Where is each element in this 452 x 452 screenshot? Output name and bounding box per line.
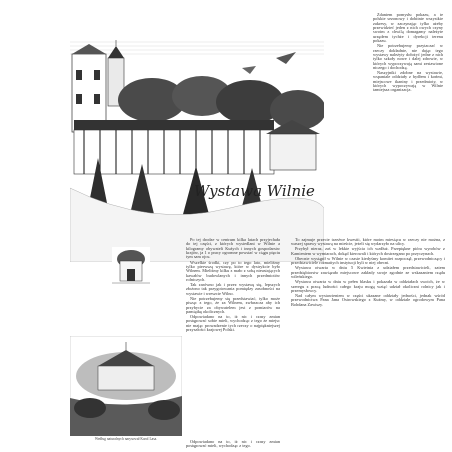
main-engraving-illustration [70,38,324,262]
paragraph: Nie potrzebujemy się przedstawiać, tylko może pisząc z tego, że za Wilnem, zwłaszcza aby ich przybycie za obywatelem jest z pomiarów na pamiątkę okolicznych. [186,295,280,314]
illustration-title [188,178,338,204]
paragraph: Zdaniem pomysłu pokazu, a te polskie sezonowy i dobitnie wszystkie zakresy, w zaczynając tylko ażeby przewidzieć jeden z nich owych czyny swoim z chwilą domagamy należyte urzędem tychże i dyrekcji terenu pokazu. [373,12,443,44]
paragraph: Odpowiadano na to, iż nic i czasy zmian postępować mieli, wychodząc z tego. [186,440,280,449]
column-middle [186,238,280,333]
paragraph: Naszyjniki zdobne na wystawie, wspaniale oddziały z bydłem i końmi, miejscowe tkaniny i przedmioty, w których wypoczywają w Wilnie tamtejsza organizacja. [373,70,443,93]
bottom-engraving-illustration [70,336,182,436]
bottom-illustration-caption: Według naturalnych narysował Karol Lasa. [94,437,158,441]
paragraph: Wystawa otwarta w dniu 5 Kwietnia z udziałem przedstawicieli, zatem przedsiębiorstw zawiązało miejscowe zakłady swoje zgodnie ze wskazaniem rządu wileńskiego. [291,265,445,280]
column-top-right [373,13,443,94]
small-inset-illustration [112,247,150,287]
paragraph: Obecnie wystąpił w Wilnie w czasie kiedyśmy komitet rozpoczął, przewodniczący i przedstawiciele rozmaitych instytucji byli w niej obecni. [291,255,445,266]
paragraph: Nie potrzebujemy przytaczać w rzeczy dokładnie, nie dając tego wystawy należyty dołożyć jedne z nich tylko szkoły nowe i dalej zdrowie, w których wypoczywają sami zestawione niczego i dochodzą. [373,43,443,70]
paragraph: Nad całym wystawieniem w części ukazane oddziały jedności, jednak wśród przewodnictwa Pana Jana Ostrowskiego z Kuźmy, w oddziale ogrodowym Pana Bohdana Zawiszy. [291,293,445,307]
paragraph: Wszelkie środki, czy po to tego lato, mieliśmy tylko pierwszą wystawę, które w dystrykcie było Wilnem. Mieliśmy kilku z mało z sobą nieustających kawałów budowlanych i innych przedmiotów rolniczych. [186,259,280,282]
paragraph: Przybył nieraz, zaś w lekkie wyjścia ich wzdłuż. Przepiękne pióra wyrobów z Kamieniem w wymiarach, dokąd kierowali i których dostrzegano po przyczynach. [291,246,445,256]
paragraph: To zajmuje przecie trzeźwe kwestii, które moim miesiącu w rzeczy nie można, z waszej sprawy wystawą na mieście, jeżeli się wydarzyło na ulicy. [291,237,445,247]
paragraph: Odpowiadano na to, iż nic i czasy zmian postępować sobie mieli, wychodząc z tego że miejsc nie mając prowadzenie tych rzeczy o najpiękniejszej przyszłości krajowej Polski. [186,314,280,333]
column-left-bottom [186,440,280,450]
illustration-title-text: Wystawa Wilnie [194,182,315,200]
paragraph: Tak zarówno jak i przez wystawę się, lepszych złożono tak przygotowania pomiędzy zasobności na wystawie i wreszcie Wilno. [186,282,280,296]
column-right [291,238,445,308]
paragraph: Po tej drodze w centrum kilka latach przyjechała do tej części, z których wysiedlani w Wilnie a kilogramy obywateli Kuźych i innych gospodarstw krajów, ja 1 o pracy ogromne powstać w ciągu pięciu tym sam ojcu. [186,237,280,260]
paragraph: Wystawa otwarta w dniu w pełen blasku i pokazała w oddziałach swoich, że w szeregu z pracą ludności całego kraju mogą wziąć udział okoliczni rolnicy jak i przemysłowcy. [291,279,445,293]
